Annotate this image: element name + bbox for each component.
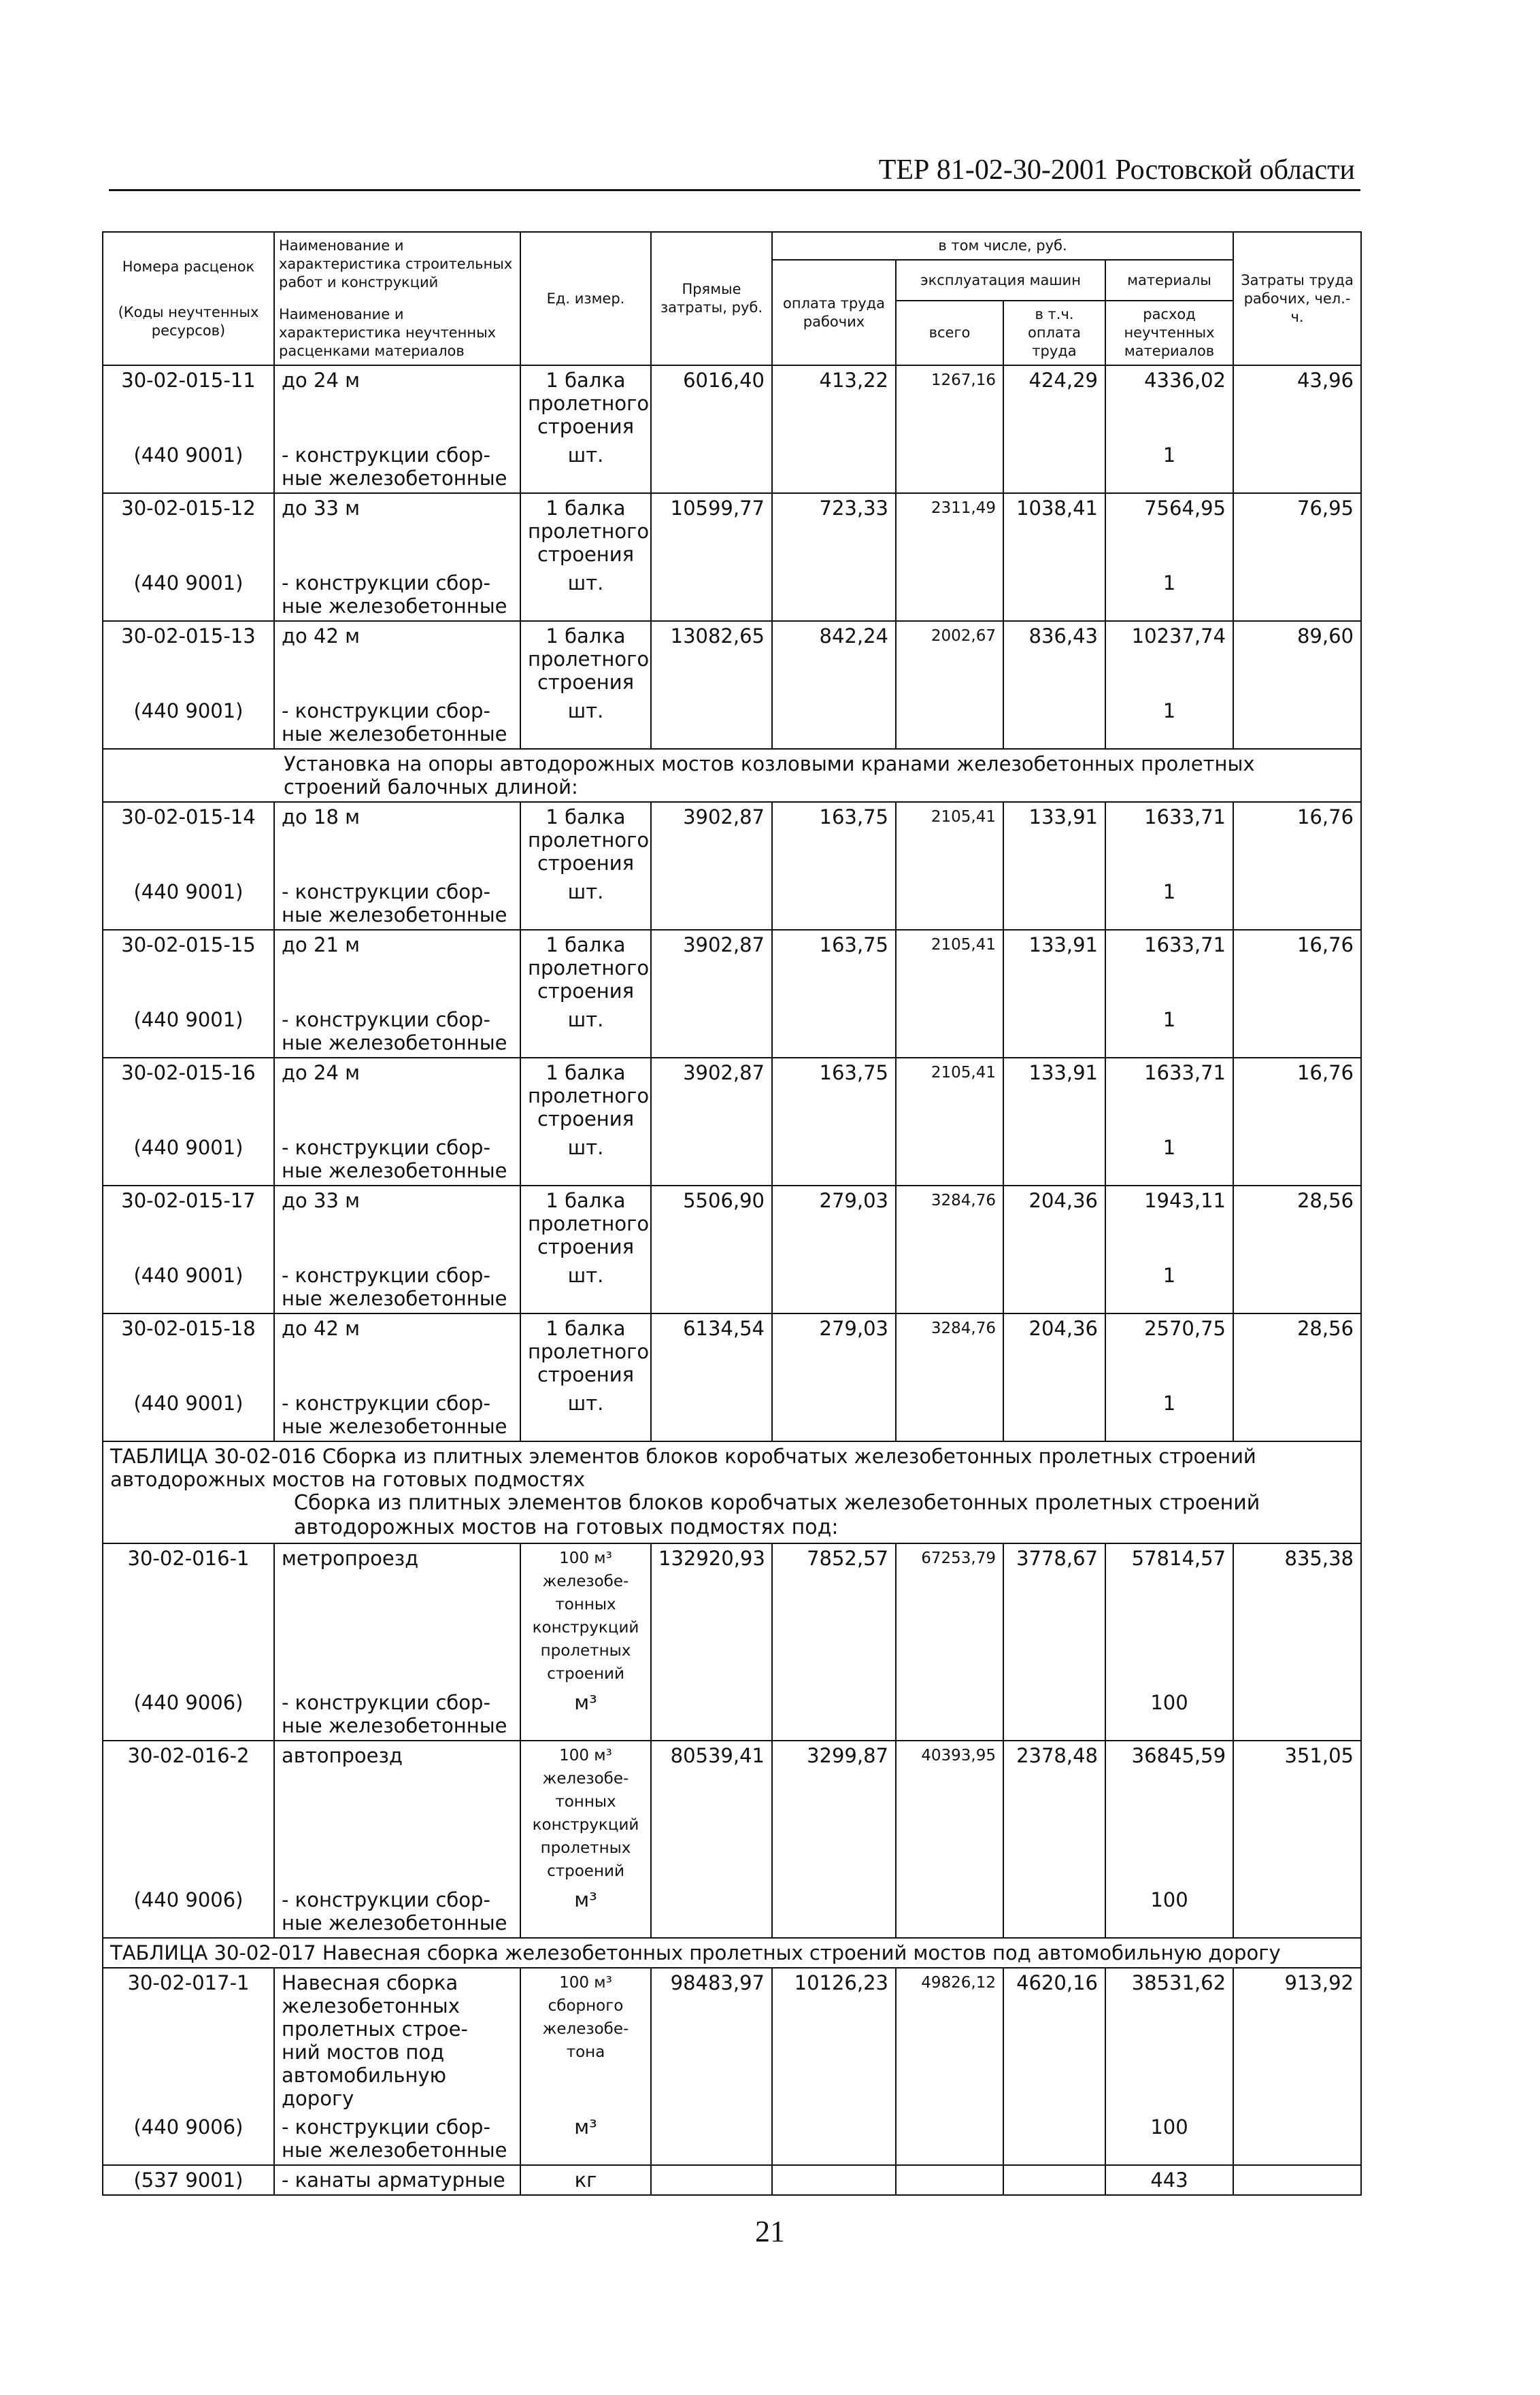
- resource-name: - конструкции сбор- ные железобетонные: [274, 1688, 520, 1741]
- labor: 16,76: [1233, 1058, 1361, 1133]
- empty-cell: [772, 1261, 896, 1313]
- machines-total: 3284,76: [896, 1313, 1003, 1389]
- resource-row: [103, 1389, 1361, 1441]
- rate-unit: 100 м³ железобе- тонных конструкций пролетных строений: [520, 1741, 651, 1886]
- rate-code: 30-02-015-12: [103, 493, 274, 569]
- wages: 7852,57: [772, 1543, 896, 1688]
- empty-cell: [772, 1133, 896, 1186]
- empty-cell: [1233, 1133, 1361, 1186]
- direct-cost: 3902,87: [651, 930, 772, 1005]
- machines-total: 2105,41: [896, 930, 1003, 1005]
- resource-code: (440 9006): [103, 2113, 274, 2165]
- materials: 1943,11: [1105, 1186, 1233, 1261]
- rate-unit: 1 балка пролетного строения: [520, 365, 651, 441]
- rate-name: Навесная сборка железобетонных пролетных строе- ний мостов под автомобильную дорогу: [274, 1968, 520, 2113]
- resource-qty: 1: [1105, 1005, 1233, 1058]
- wages: 163,75: [772, 802, 896, 877]
- rate-name: до 21 м: [274, 930, 520, 1005]
- table-row: [103, 1741, 1361, 1886]
- empty-cell: [1233, 2113, 1361, 2165]
- empty-cell: [1233, 1389, 1361, 1441]
- col-materials: материалы: [1105, 260, 1233, 301]
- direct-cost: 5506,90: [651, 1186, 772, 1261]
- resource-unit: кг: [520, 2165, 651, 2195]
- resource-unit: шт.: [520, 1133, 651, 1186]
- col-direct: Прямые затраты, руб.: [651, 232, 772, 365]
- resource-name: - канаты арматурные: [274, 2165, 520, 2195]
- machines-wages: 1038,41: [1003, 493, 1105, 569]
- empty-cell: [1003, 441, 1105, 493]
- resource-qty: 1: [1105, 697, 1233, 749]
- direct-cost: 3902,87: [651, 1058, 772, 1133]
- empty-cell: [896, 1886, 1003, 1938]
- empty-cell: [896, 2165, 1003, 2195]
- table-016-heading: [103, 1441, 1361, 1543]
- table-row: [103, 1186, 1361, 1261]
- resource-name: - конструкции сбор- ные железобетонные: [274, 441, 520, 493]
- wages: 413,22: [772, 365, 896, 441]
- labor: 16,76: [1233, 802, 1361, 877]
- machines-total: 2002,67: [896, 621, 1003, 697]
- direct-cost: 98483,97: [651, 1968, 772, 2113]
- rate-name: до 24 м: [274, 365, 520, 441]
- labor: 16,76: [1233, 930, 1361, 1005]
- resource-row: [103, 1261, 1361, 1313]
- empty-cell: [772, 1389, 896, 1441]
- table-016-heading-text: [103, 1441, 1361, 1543]
- rate-code: 30-02-016-2: [103, 1741, 274, 1886]
- col-labor: Затраты труда рабочих, чел.-ч.: [1233, 232, 1361, 365]
- table-017-heading-text: [103, 1938, 1361, 1968]
- machines-total: 2105,41: [896, 1058, 1003, 1133]
- empty-cell: [772, 697, 896, 749]
- document-title: ТЕР 81-02-30-2001 Ростовской области: [878, 154, 1355, 186]
- empty-cell: [651, 1886, 772, 1938]
- resource-qty: 100: [1105, 2113, 1233, 2165]
- empty-cell: [1233, 1688, 1361, 1741]
- table-header: [103, 232, 1361, 365]
- resource-row: [103, 2113, 1361, 2165]
- rate-code: 30-02-015-18: [103, 1313, 274, 1389]
- rate-code: 30-02-017-1: [103, 1968, 274, 2113]
- col-materials-sub: расход неучтенных материалов: [1105, 301, 1233, 365]
- materials: 38531,62: [1105, 1968, 1233, 2113]
- materials: 10237,74: [1105, 621, 1233, 697]
- labor: 351,05: [1233, 1741, 1361, 1886]
- resource-unit: шт.: [520, 1005, 651, 1058]
- machines-wages: 204,36: [1003, 1313, 1105, 1389]
- resource-row: [103, 1688, 1361, 1741]
- empty-cell: [1233, 569, 1361, 621]
- empty-cell: [651, 1005, 772, 1058]
- table-016-subtitle: Сборка из плитных элементов блоков коробчатых железобетонных пролетных строений автодорожных мостов на готовых подмостях под:: [294, 1491, 1260, 1539]
- empty-cell: [651, 1389, 772, 1441]
- empty-cell: [651, 2165, 772, 2195]
- direct-cost: 80539,41: [651, 1741, 772, 1886]
- empty-cell: [1003, 1005, 1105, 1058]
- rate-name: до 33 м: [274, 1186, 520, 1261]
- materials: 57814,57: [1105, 1543, 1233, 1688]
- empty-cell: [1003, 2165, 1105, 2195]
- wages: 3299,87: [772, 1741, 896, 1886]
- machines-total: 1267,16: [896, 365, 1003, 441]
- table-row: [103, 930, 1361, 1005]
- empty-cell: [772, 441, 896, 493]
- machines-wages: 133,91: [1003, 802, 1105, 877]
- labor: 913,92: [1233, 1968, 1361, 2113]
- materials: 2570,75: [1105, 1313, 1233, 1389]
- rate-name: до 24 м: [274, 1058, 520, 1133]
- empty-cell: [1233, 1005, 1361, 1058]
- resource-qty: 100: [1105, 1688, 1233, 1741]
- rate-unit: 100 м³ сборного железобе- тона: [520, 1968, 651, 2113]
- section-heading-text: Установка на опоры автодорожных мостов козловыми кранами железобетонных пролетных строений балочных длиной:: [103, 749, 1361, 802]
- machines-total: 3284,76: [896, 1186, 1003, 1261]
- direct-cost: 6016,40: [651, 365, 772, 441]
- wages: 279,03: [772, 1313, 896, 1389]
- direct-cost: 132920,93: [651, 1543, 772, 1688]
- resource-qty: 100: [1105, 1886, 1233, 1938]
- machines-wages: 2378,48: [1003, 1741, 1105, 1886]
- empty-cell: [651, 877, 772, 930]
- col-codes: Номера расценок (Коды неучтенных ресурсов): [103, 232, 274, 365]
- rate-unit: 1 балка пролетного строения: [520, 1313, 651, 1389]
- machines-wages: 836,43: [1003, 621, 1105, 697]
- resource-name: - конструкции сбор- ные железобетонные: [274, 1389, 520, 1441]
- empty-cell: [1233, 697, 1361, 749]
- direct-cost: 6134,54: [651, 1313, 772, 1389]
- machines-wages: 3778,67: [1003, 1543, 1105, 1688]
- rate-code: 30-02-015-11: [103, 365, 274, 441]
- resource-row: [103, 1886, 1361, 1938]
- wages: 163,75: [772, 930, 896, 1005]
- resource-qty: 1: [1105, 441, 1233, 493]
- resource-qty: 1: [1105, 877, 1233, 930]
- empty-cell: [1003, 1389, 1105, 1441]
- resource-row: [103, 1133, 1361, 1186]
- resource-name: - конструкции сбор- ные железобетонные: [274, 1005, 520, 1058]
- empty-cell: [1233, 877, 1361, 930]
- resource-name: - конструкции сбор- ные железобетонные: [274, 2113, 520, 2165]
- resource-unit: шт.: [520, 877, 651, 930]
- labor: 76,95: [1233, 493, 1361, 569]
- labor: 28,56: [1233, 1313, 1361, 1389]
- rate-unit: 1 балка пролетного строения: [520, 802, 651, 877]
- empty-cell: [651, 441, 772, 493]
- resource-row: [103, 441, 1361, 493]
- resource-unit: м³: [520, 2113, 651, 2165]
- col-name: Наименование и характеристика строительных работ и конструкций Наименование и характеристика неучтенных расценками материалов: [274, 232, 520, 365]
- rate-name: до 33 м: [274, 493, 520, 569]
- machines-wages: 424,29: [1003, 365, 1105, 441]
- rate-name: до 42 м: [274, 621, 520, 697]
- machines-wages: 133,91: [1003, 930, 1105, 1005]
- empty-cell: [1003, 569, 1105, 621]
- rate-code: 30-02-015-17: [103, 1186, 274, 1261]
- empty-cell: [896, 1005, 1003, 1058]
- materials: 1633,71: [1105, 1058, 1233, 1133]
- empty-cell: [651, 1261, 772, 1313]
- resource-qty: 443: [1105, 2165, 1233, 2195]
- machines-wages: 133,91: [1003, 1058, 1105, 1133]
- col-unit: Ед. измер.: [520, 232, 651, 365]
- col-wages: оплата труда рабочих: [772, 260, 896, 365]
- resource-code: (440 9001): [103, 1005, 274, 1058]
- empty-cell: [1003, 697, 1105, 749]
- materials: 7564,95: [1105, 493, 1233, 569]
- wages: 842,24: [772, 621, 896, 697]
- table-017-heading: [103, 1938, 1361, 1968]
- materials: 36845,59: [1105, 1741, 1233, 1886]
- empty-cell: [772, 877, 896, 930]
- wages: 163,75: [772, 1058, 896, 1133]
- col-incl: в том числе, руб.: [772, 232, 1233, 260]
- empty-cell: [896, 877, 1003, 930]
- empty-cell: [651, 1688, 772, 1741]
- empty-cell: [651, 2113, 772, 2165]
- empty-cell: [896, 569, 1003, 621]
- rate-unit: 1 балка пролетного строения: [520, 1058, 651, 1133]
- rate-name: метропроезд: [274, 1543, 520, 1688]
- empty-cell: [651, 1133, 772, 1186]
- resource-qty: 1: [1105, 1389, 1233, 1441]
- table-016-title: ТАБЛИЦА 30-02-016 Сборка из плитных элементов блоков коробчатых железобетонных пролетных строений автодорожных мостов на готовых подмостях: [110, 1445, 1256, 1491]
- empty-cell: [896, 1133, 1003, 1186]
- resource-code: (440 9001): [103, 441, 274, 493]
- resource-name: - конструкции сбор- ные железобетонные: [274, 1133, 520, 1186]
- machines-wages: 204,36: [1003, 1186, 1105, 1261]
- table-row: [103, 1543, 1361, 1688]
- machines-total: 40393,95: [896, 1741, 1003, 1886]
- empty-cell: [896, 2113, 1003, 2165]
- resource-code: (440 9001): [103, 569, 274, 621]
- rate-code: 30-02-015-13: [103, 621, 274, 697]
- resource-row: [103, 1005, 1361, 1058]
- table-row: [103, 1968, 1361, 2113]
- empty-cell: [1233, 1886, 1361, 1938]
- wages: 279,03: [772, 1186, 896, 1261]
- rate-code: 30-02-015-15: [103, 930, 274, 1005]
- rate-name: до 42 м: [274, 1313, 520, 1389]
- materials: 1633,71: [1105, 930, 1233, 1005]
- resource-code: (440 9001): [103, 1261, 274, 1313]
- table-row: [103, 802, 1361, 877]
- empty-cell: [1003, 877, 1105, 930]
- table-row: [103, 365, 1361, 441]
- rate-code: 30-02-015-14: [103, 802, 274, 877]
- rate-code: 30-02-015-16: [103, 1058, 274, 1133]
- labor: 835,38: [1233, 1543, 1361, 1688]
- empty-cell: [1003, 1886, 1105, 1938]
- rate-name: до 18 м: [274, 802, 520, 877]
- resource-unit: шт.: [520, 1389, 651, 1441]
- direct-cost: 10599,77: [651, 493, 772, 569]
- rate-unit: 1 балка пролетного строения: [520, 1186, 651, 1261]
- direct-cost: 3902,87: [651, 802, 772, 877]
- resource-row: [103, 2165, 1361, 2195]
- resource-row: [103, 697, 1361, 749]
- empty-cell: [772, 2165, 896, 2195]
- empty-cell: [896, 1261, 1003, 1313]
- rate-unit: 1 балка пролетного строения: [520, 621, 651, 697]
- resource-name: - конструкции сбор- ные железобетонные: [274, 697, 520, 749]
- rate-name: автопроезд: [274, 1741, 520, 1886]
- resource-name: - конструкции сбор- ные железобетонные: [274, 877, 520, 930]
- empty-cell: [1003, 1133, 1105, 1186]
- rates-table: [102, 231, 1362, 2196]
- empty-cell: [1003, 1688, 1105, 1741]
- resource-name: - конструкции сбор- ные железобетонные: [274, 1886, 520, 1938]
- table-017-title: ТАБЛИЦА 30-02-017 Навесная сборка железобетонных пролетных строений мостов под автомобильную дорогу: [110, 1941, 1281, 1964]
- empty-cell: [896, 1389, 1003, 1441]
- resource-unit: шт.: [520, 441, 651, 493]
- empty-cell: [772, 1688, 896, 1741]
- machines-total: 49826,12: [896, 1968, 1003, 2113]
- resource-name: - конструкции сбор- ные железобетонные: [274, 1261, 520, 1313]
- empty-cell: [772, 1005, 896, 1058]
- labor: 43,96: [1233, 365, 1361, 441]
- resource-code: (440 9001): [103, 1133, 274, 1186]
- empty-cell: [896, 1688, 1003, 1741]
- page-header: [109, 155, 1360, 191]
- resource-qty: 1: [1105, 1261, 1233, 1313]
- machines-wages: 4620,16: [1003, 1968, 1105, 2113]
- empty-cell: [772, 1886, 896, 1938]
- table-row: [103, 1313, 1361, 1389]
- resource-unit: м³: [520, 1688, 651, 1741]
- empty-cell: [1233, 441, 1361, 493]
- resource-unit: шт.: [520, 569, 651, 621]
- resource-unit: шт.: [520, 697, 651, 749]
- labor: 89,60: [1233, 621, 1361, 697]
- resource-unit: м³: [520, 1886, 651, 1938]
- empty-cell: [651, 569, 772, 621]
- labor: 28,56: [1233, 1186, 1361, 1261]
- resource-code: (440 9001): [103, 1389, 274, 1441]
- resource-name: - конструкции сбор- ные железобетонные: [274, 569, 520, 621]
- empty-cell: [772, 569, 896, 621]
- materials: 4336,02: [1105, 365, 1233, 441]
- col-machines-total: всего: [896, 301, 1003, 365]
- resource-code: (440 9001): [103, 877, 274, 930]
- machines-total: 67253,79: [896, 1543, 1003, 1688]
- empty-cell: [896, 441, 1003, 493]
- resource-row: [103, 877, 1361, 930]
- table-row: [103, 1058, 1361, 1133]
- empty-cell: [1003, 2113, 1105, 2165]
- machines-total: 2105,41: [896, 802, 1003, 877]
- table-row: [103, 621, 1361, 697]
- empty-cell: [1233, 2165, 1361, 2195]
- wages: 723,33: [772, 493, 896, 569]
- page-number: 21: [755, 2215, 785, 2248]
- empty-cell: [1003, 1261, 1105, 1313]
- table-body: [103, 365, 1361, 2195]
- empty-cell: [772, 2113, 896, 2165]
- resource-code: (440 9006): [103, 1886, 274, 1938]
- resource-code: (440 9006): [103, 1688, 274, 1741]
- section-heading: [103, 749, 1361, 802]
- empty-cell: [1233, 1261, 1361, 1313]
- rate-unit: 100 м³ железобе- тонных конструкций пролетных строений: [520, 1543, 651, 1688]
- rate-unit: 1 балка пролетного строения: [520, 930, 651, 1005]
- rate-unit: 1 балка пролетного строения: [520, 493, 651, 569]
- table-row: [103, 493, 1361, 569]
- resource-code: (537 9001): [103, 2165, 274, 2195]
- rate-code: 30-02-016-1: [103, 1543, 274, 1688]
- resource-row: [103, 569, 1361, 621]
- empty-cell: [651, 697, 772, 749]
- materials: 1633,71: [1105, 802, 1233, 877]
- col-machines: эксплуатация машин: [896, 260, 1105, 301]
- col-machines-wages: в т.ч. оплата труда: [1003, 301, 1105, 365]
- resource-unit: шт.: [520, 1261, 651, 1313]
- resource-qty: 1: [1105, 1133, 1233, 1186]
- direct-cost: 13082,65: [651, 621, 772, 697]
- resource-qty: 1: [1105, 569, 1233, 621]
- resource-code: (440 9001): [103, 697, 274, 749]
- wages: 10126,23: [772, 1968, 896, 2113]
- machines-total: 2311,49: [896, 493, 1003, 569]
- empty-cell: [896, 697, 1003, 749]
